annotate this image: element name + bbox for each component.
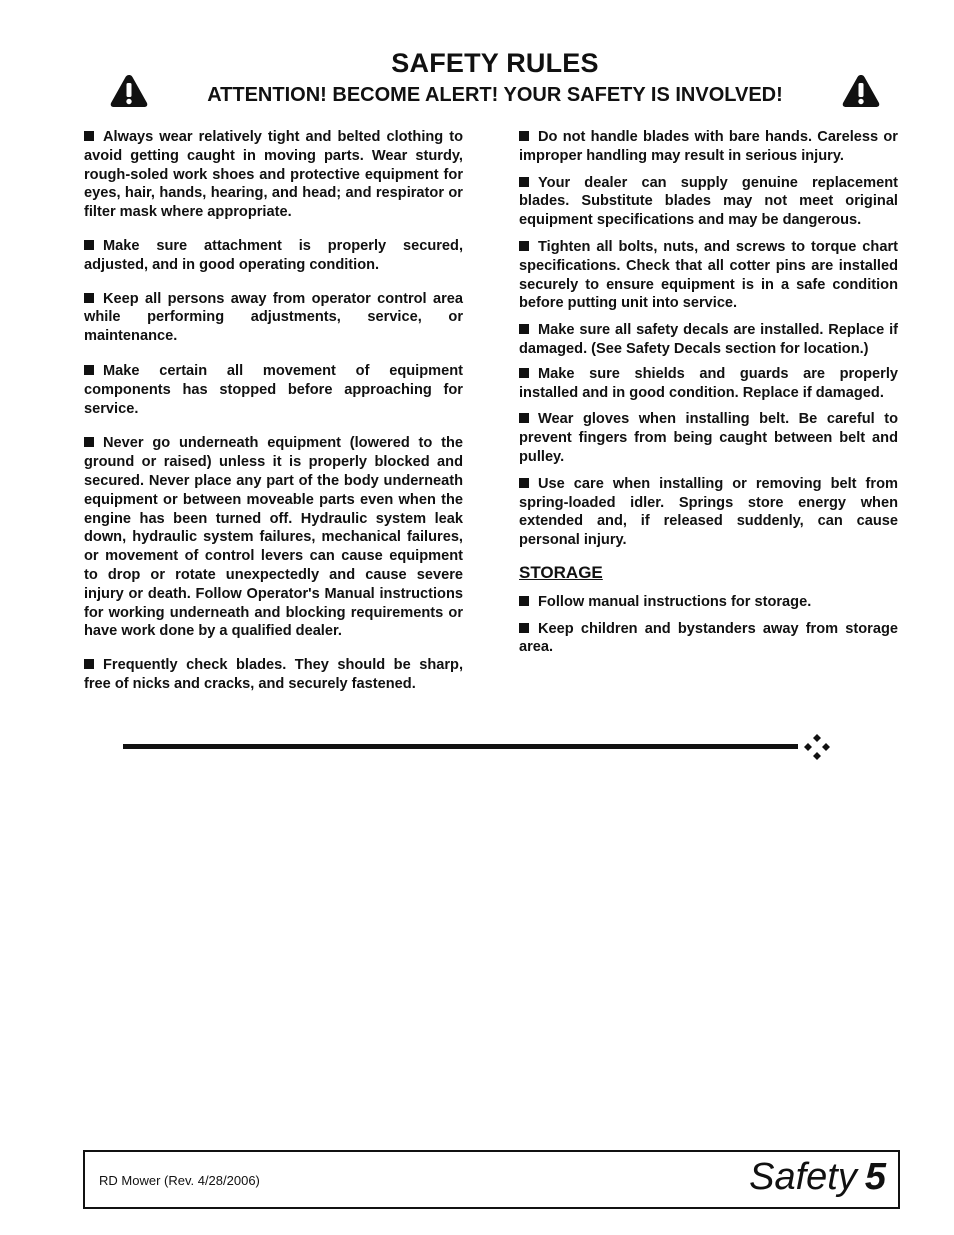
section-divider xyxy=(123,744,798,749)
page-footer xyxy=(83,1150,900,1209)
bullet-square-icon xyxy=(519,623,529,633)
bullet-square-icon xyxy=(519,131,529,141)
bullet-square-icon xyxy=(519,596,529,606)
section-name: Safety xyxy=(749,1156,857,1198)
safety-rule: Make sure all safety decals are installed. Replace if damaged. (See Safety Decals section for location.) xyxy=(519,322,898,357)
manual-revision: RD Mower (Rev. 4/28/2006) xyxy=(99,1173,260,1188)
diamond-ornament-icon xyxy=(803,733,831,761)
safety-rule: Never go underneath equipment (lowered to the ground or raised) unless it is properly blocked and secured. Never place any part of the body underneath equipment or between moveable parts even when the engine has been turned off. Hydraulic system leak down, hydraulic system failures, mechanical failures, or movement of control levers can cause equipment to drop or rotate unexpectedly and cause severe injury or death. Follow Operator's Manual instructions for working underneath and blocking requirements or have work done by a qualified dealer. xyxy=(84,435,463,640)
safety-rule: Make sure shields and guards are properly installed and in good condition. Replace if damaged. xyxy=(519,365,898,401)
bullet-square-icon xyxy=(84,240,94,250)
page-title: SAFETY RULES xyxy=(391,48,599,78)
safety-rule: Use care when installing or removing belt from spring-loaded idler. Springs store energy when extended and, if released suddenly, can cause personal injury. xyxy=(519,475,898,549)
storage-heading: STORAGE xyxy=(519,562,603,582)
bullet-square-icon xyxy=(519,413,529,423)
bullet-square-icon xyxy=(84,131,94,141)
storage-rule: Follow manual instructions for storage. xyxy=(519,593,898,612)
safety-rule: Always wear relatively tight and belted clothing to avoid getting caught in moving parts. Wear sturdy, rough-soled work shoes and protective equipment for eyes, hair, hands, hearing, and head; and respirator or filter mask where appropriate. xyxy=(84,129,463,221)
safety-rule: Frequently check blades. They should be sharp, free of nicks and cracks, and securely fastened. xyxy=(84,657,463,692)
page-number: 5 xyxy=(864,1156,886,1198)
bullet-square-icon xyxy=(519,324,529,334)
bullet-square-icon xyxy=(519,478,529,488)
bullet-square-icon xyxy=(84,293,94,303)
storage-rule: Keep children and bystanders away from storage area. xyxy=(519,620,898,656)
safety-rule: Tighten all bolts, nuts, and screws to torque chart specifications. Check that all cotter pins are installed securely to ensure equipment is in a safe condition before putting unit into service. xyxy=(519,238,898,312)
safety-rule: Make certain all movement of equipment components has stopped before approaching for service. xyxy=(84,362,463,417)
right-column xyxy=(519,128,898,665)
safety-rule: Wear gloves when installing belt. Be careful to prevent fingers from being caught between belt and pulley. xyxy=(519,411,898,465)
safety-rule: Your dealer can supply genuine replacement blades. Substitute blades may not meet original equipment specifications and may be dangerous. xyxy=(519,174,898,229)
bullet-square-icon xyxy=(519,368,529,378)
page-subtitle: ATTENTION! BECOME ALERT! YOUR SAFETY IS INVOLVED! xyxy=(207,84,783,106)
bullet-square-icon xyxy=(519,241,529,251)
bullet-square-icon xyxy=(84,659,94,669)
safety-rule: Do not handle blades with bare hands. Careless or improper handling may result in serious injury. xyxy=(519,129,898,164)
bullet-square-icon xyxy=(84,365,94,375)
safety-rule: Make sure attachment is properly secured, adjusted, and in good operating condition. xyxy=(84,237,463,273)
bullet-square-icon xyxy=(84,437,94,447)
left-column xyxy=(84,128,463,694)
safety-rule: Keep all persons away from operator control area while performing adjustments, service, or maintenance. xyxy=(84,290,463,345)
bullet-square-icon xyxy=(519,177,529,187)
section-page-label xyxy=(749,1156,886,1199)
